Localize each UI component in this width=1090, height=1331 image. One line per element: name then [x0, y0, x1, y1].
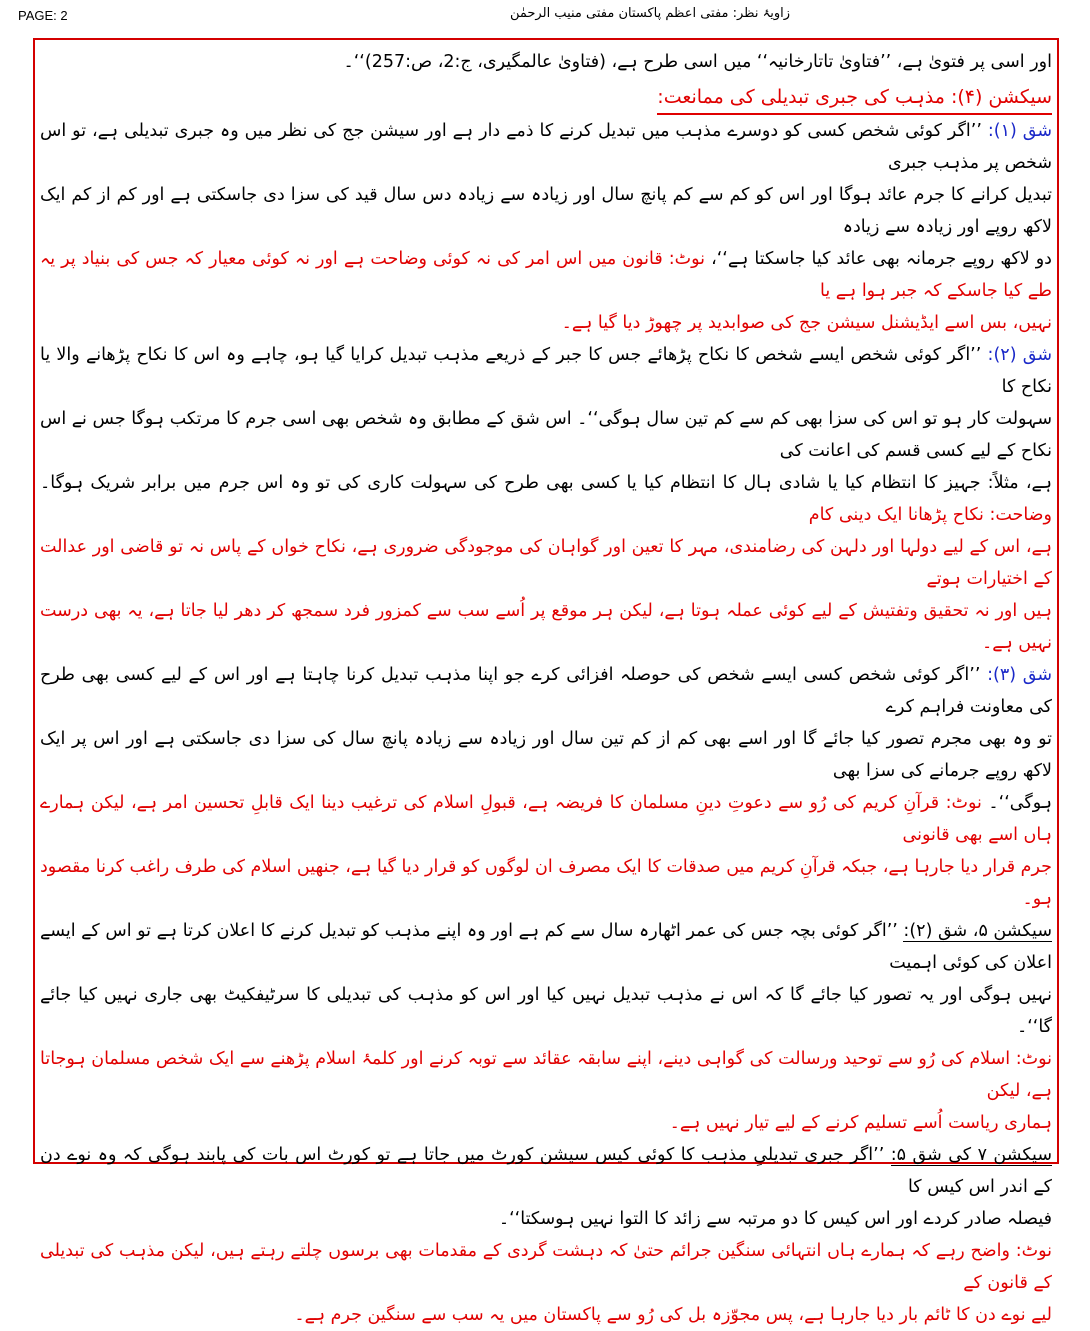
section-7-heading: سیکشن ۷ کی شق ۵: — [890, 1145, 1052, 1165]
text-line: دو لاکھ روپے جرمانہ بھی عائد کیا جاسکتا ہے‘‘، — [711, 249, 1052, 269]
text-line: ’’اگر جبری تبدیلیِ مذہب کا کوئی کیس سیشن کورٹ میں جاتا ہے تو کورٹ اس بات کی پابند ہوگی کہ وہ نوے دن کے اندر اس کیس کا — [40, 1145, 1052, 1197]
text-line: ہوگی‘‘۔ — [988, 793, 1052, 813]
text-line: ’’اگر کوئی شخص کسی ایسے شخص کی حوصلہ افزائی کرے جو اپنا مذہب تبدیل کرنا چاہتا ہے اور اس کے لیے کسی بھی طرح کی معاونت فراہم کرے — [40, 665, 1052, 717]
paragraph-intro — [40, 46, 1052, 78]
note-text: ہماری ریاست اُسے تسلیم کرنے کے لیے تیار نہیں ہے۔ — [669, 1113, 1052, 1133]
section-4-heading-row — [40, 82, 1052, 115]
text-line: نہیں ہوگی اور یہ تصور کیا جائے گا کہ اس نے مذہب تبدیل نہیں کیا اور اس کو مذہب کی تبدیلی کا سرٹیفکیٹ بھی جاری نہیں کیا جائے گا‘‘۔ — [40, 985, 1052, 1037]
note-text: وضاحت: نکاح پڑھانا ایک دینی کام — [808, 505, 1052, 525]
section-7 — [40, 1139, 1052, 1331]
text-line: ’’اگر کوئی بچہ جس کی عمر اٹھارہ سال سے کم ہے اور وہ اپنے مذہب کو تبدیل کرنے کا اعلان کرتا ہے تو اس کے ایسے اعلان کی کوئی اہمیت — [40, 921, 1052, 973]
clause-label: شق (۲): — [987, 345, 1052, 365]
text-line: فیصلہ صادر کردے اور اس کیس کا دو مرتبہ سے زائد کا التوا نہیں ہوسکتا‘‘۔ — [498, 1209, 1052, 1229]
note-text: نوٹ: اسلام کی رُو سے توحید ورسالت کی گواہی دینے، اپنے سابقہ عقائد سے توبہ کرنے اور کلمۂ اسلام پڑھنے سے ایک شخص مسلمان ہوجاتا ہے، لیکن — [40, 1049, 1052, 1101]
note-text: لیے نوے دن کا ٹائم بار دیا جارہا ہے، پس مجوّزہ بل کی رُو سے پاکستان میں یہ سب سے سنگین جرم ہے۔ — [294, 1305, 1052, 1325]
note-text: ہیں اور نہ تحقیق وتفتیش کے لیے کوئی عملہ ہوتا ہے، لیکن ہر موقع پر اُسے سب سے کمزور فرد سمجھ کر دھر لیا جاتا ہے، یہ بھی درست نہیں ہے۔ — [40, 601, 1052, 653]
text-line: سہولت کار ہو تو اس کی سزا بھی کم سے کم تین سال ہوگی‘‘۔ اس شق کے مطابق وہ شخص بھی اسی جرم کا مرتکب ہوگا جس نے اس نکاح کے لیے کسی قسم کی اعانت کی — [40, 409, 1052, 461]
note-text: ہے، اس کے لیے دولہا اور دلہن کی رضامندی، مہر کا تعین اور گواہان کی موجودگی ضروری ہے، نکاح خواں کے پاس نہ تو قاضی اور عدالت کے اختیارات ہوتے — [40, 537, 1052, 589]
note-text: نوٹ: قرآنِ کریم کی رُو سے دعوتِ دینِ مسلمان کا فریضہ ہے، قبولِ اسلام کی ترغیب دینا ایک قابلِ تحسین امر ہے، لیکن ہمارے ہاں اسے بھی قانونی — [40, 793, 1052, 845]
section-4-heading: سیکشن (۴): مذہب کی جبری تبدیلی کی ممانعت: — [657, 82, 1052, 115]
section-5-heading: سیکشن ۵، شق (۲): — [903, 921, 1052, 941]
page-header — [0, 0, 1090, 36]
note-text: نوٹ: واضح رہے کہ ہمارے ہاں انتہائی سنگین جرائم حتیٰ کہ دہشت گردی کے مقدمات بھی برسوں چلتے رہتے ہیں، لیکن مذہب کی تبدیلی کے قانون کے — [40, 1241, 1052, 1293]
note-text: نوٹ: قانون میں اس امر کی نہ کوئی وضاحت ہے اور نہ کوئی معیار کہ جس کی بنیاد پر یہ طے کیا جاسکے کہ جبر ہوا ہے یا — [40, 249, 1052, 301]
section-5 — [40, 915, 1052, 1139]
note-text: جرم قرار دیا جارہا ہے، جبکہ قرآنِ کریم میں صدقات کا ایک مصرف ان لوگوں کو قرار دیا گیا ہے، جنھیں اسلام کی طرف راغب کرنا مقصود ہو۔ — [40, 857, 1052, 909]
clause-1 — [40, 115, 1052, 339]
text-line: ’’اگر کوئی شخص ایسے شخص کا نکاح پڑھائے جس کا جبر کے ذریعے مذہب تبدیل کرایا گیا ہو، چاہے وہ اس کا نکاح پڑھانے والا یا نکاح کا — [40, 345, 1052, 397]
text-line: تو وہ بھی مجرم تصور کیا جائے گا اور اسے بھی کم از کم تین سال اور زیادہ سے زیادہ پانچ سال کی سزا دی جاسکتی ہے اور اس پر ایک لاکھ روپے جرمانے کی سزا بھی — [40, 729, 1052, 781]
clause-2 — [40, 339, 1052, 659]
column-title: زاویۂ نظر: مفتی اعظم پاکستان مفتی منیب الرحمٰن — [509, 6, 790, 21]
clause-label: شق (۳): — [987, 665, 1052, 685]
page-number: PAGE: 2 — [18, 8, 68, 23]
text-line: ’’اگر کوئی شخص کسی کو دوسرے مذہب میں تبدیل کرنے کا ذمے دار ہے اور سیشن جج کی نظر میں وہ جبری تبدیلی ہے، تو اس شخص پر مذہب جبری — [40, 121, 1052, 173]
clause-label: شق (۱): — [987, 121, 1052, 141]
clause-3 — [40, 659, 1052, 915]
text-line: تبدیل کرانے کا جرم عائد ہوگا اور اس کو کم سے کم پانچ سال اور زیادہ سے زیادہ دس سال قید کی سزا دی جاسکتی ہے اور کم از کم ایک لاکھ روپے اور زیادہ سے زیادہ — [40, 185, 1052, 237]
text-line: ہے، مثلاً: جہیز کا انتظام کیا یا شادی ہال کا انتظام کیا یا کسی بھی طرح کی سہولت کاری کی تو وہ اس جرم میں برابر شریک ہوگا۔ — [40, 473, 1052, 493]
note-text: نہیں، بس اسے ایڈیشنل سیشن جج کی صوابدید پر چھوڑ دیا گیا ہے۔ — [561, 313, 1052, 333]
text-line: اور اسی پر فتویٰ ہے، ’’فتاویٰ تاتارخانیہ‘‘ میں اسی طرح ہے، (فتاویٰ عالمگیری، ج:2، ص:257)‘‘۔ — [343, 52, 1052, 72]
article-body — [40, 46, 1052, 1331]
